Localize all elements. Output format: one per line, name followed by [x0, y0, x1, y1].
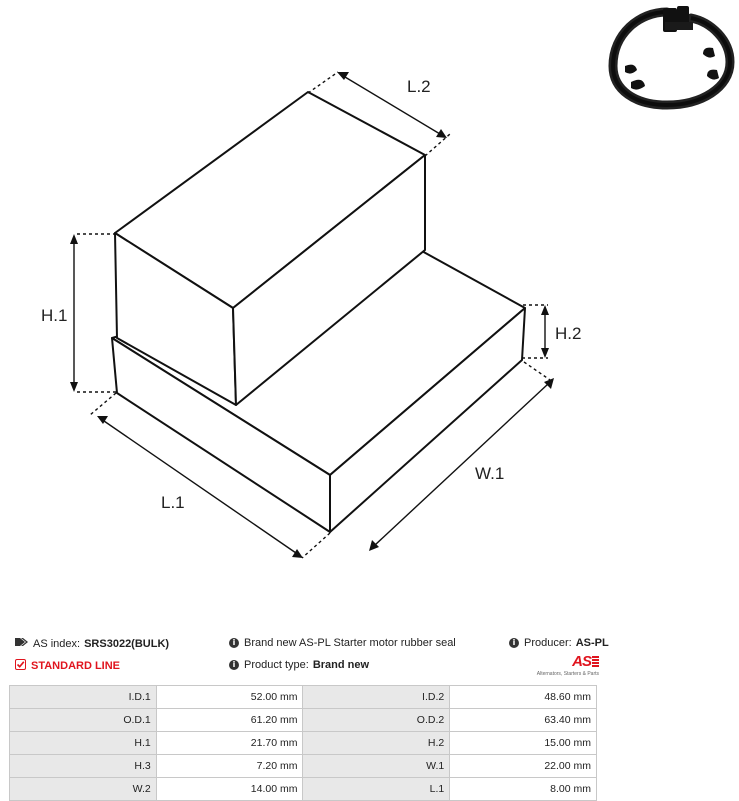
dim-label-l2: L.2	[407, 77, 431, 96]
logo-tagline: Alternators, Starters & Parts	[536, 671, 599, 677]
as-pl-logo	[527, 654, 599, 680]
logo-mark: AS	[572, 653, 591, 670]
tag-icon	[15, 637, 28, 650]
product-type-label: Product type:	[244, 659, 309, 671]
producer-label: Producer:	[524, 637, 572, 649]
spec-label: H.3	[10, 755, 157, 778]
producer-value: AS-PL	[575, 637, 609, 649]
product-type	[229, 659, 369, 671]
table-row	[10, 755, 597, 778]
spec-value: 8.00 mm	[450, 778, 597, 801]
table-row	[10, 732, 597, 755]
spec-value: 15.00 mm	[450, 732, 597, 755]
spec-value: 48.60 mm	[450, 686, 597, 709]
spec-value: 14.00 mm	[156, 778, 303, 801]
spec-label: H.1	[10, 732, 157, 755]
producer	[509, 637, 609, 649]
dim-label-h1: H.1	[41, 306, 68, 325]
spec-label: L.1	[303, 778, 450, 801]
logo-stripes	[592, 656, 599, 667]
table-row	[10, 709, 597, 732]
standard-line-label: STANDARD LINE	[31, 660, 121, 672]
table-row	[10, 778, 597, 801]
spec-label: W.1	[303, 755, 450, 778]
spec-label: H.2	[303, 732, 450, 755]
spec-label: I.D.1	[10, 686, 157, 709]
description-text: Brand new AS-PL Starter motor rubber seal	[244, 637, 456, 649]
spec-label: O.D.2	[303, 709, 450, 732]
as-index-value: SRS3022(BULK)	[84, 637, 170, 650]
spec-value: 22.00 mm	[450, 755, 597, 778]
info-icon: i	[229, 638, 239, 648]
spec-label: I.D.2	[303, 686, 450, 709]
dim-label-h2: H.2	[555, 324, 582, 343]
spec-value: 21.70 mm	[156, 732, 303, 755]
dim-label-l1: L.1	[161, 493, 185, 512]
as-index	[15, 637, 169, 650]
spec-label: O.D.1	[10, 709, 157, 732]
spec-value: 52.00 mm	[156, 686, 303, 709]
rubber-seal-ring-icon	[605, 4, 735, 112]
product-description	[229, 637, 456, 649]
info-icon: i	[229, 660, 239, 670]
spec-value: 7.20 mm	[156, 755, 303, 778]
table-row	[10, 686, 597, 709]
spec-value: 61.20 mm	[156, 709, 303, 732]
standard-line	[15, 659, 120, 673]
spec-value: 63.40 mm	[450, 709, 597, 732]
specs-table	[9, 685, 597, 801]
as-index-label: AS index:	[33, 637, 81, 650]
spec-label: W.2	[10, 778, 157, 801]
product-type-value: Brand new	[312, 659, 370, 671]
info-icon: i	[509, 638, 519, 648]
checkbox-icon	[15, 659, 26, 673]
dim-label-w1: W.1	[475, 464, 505, 483]
